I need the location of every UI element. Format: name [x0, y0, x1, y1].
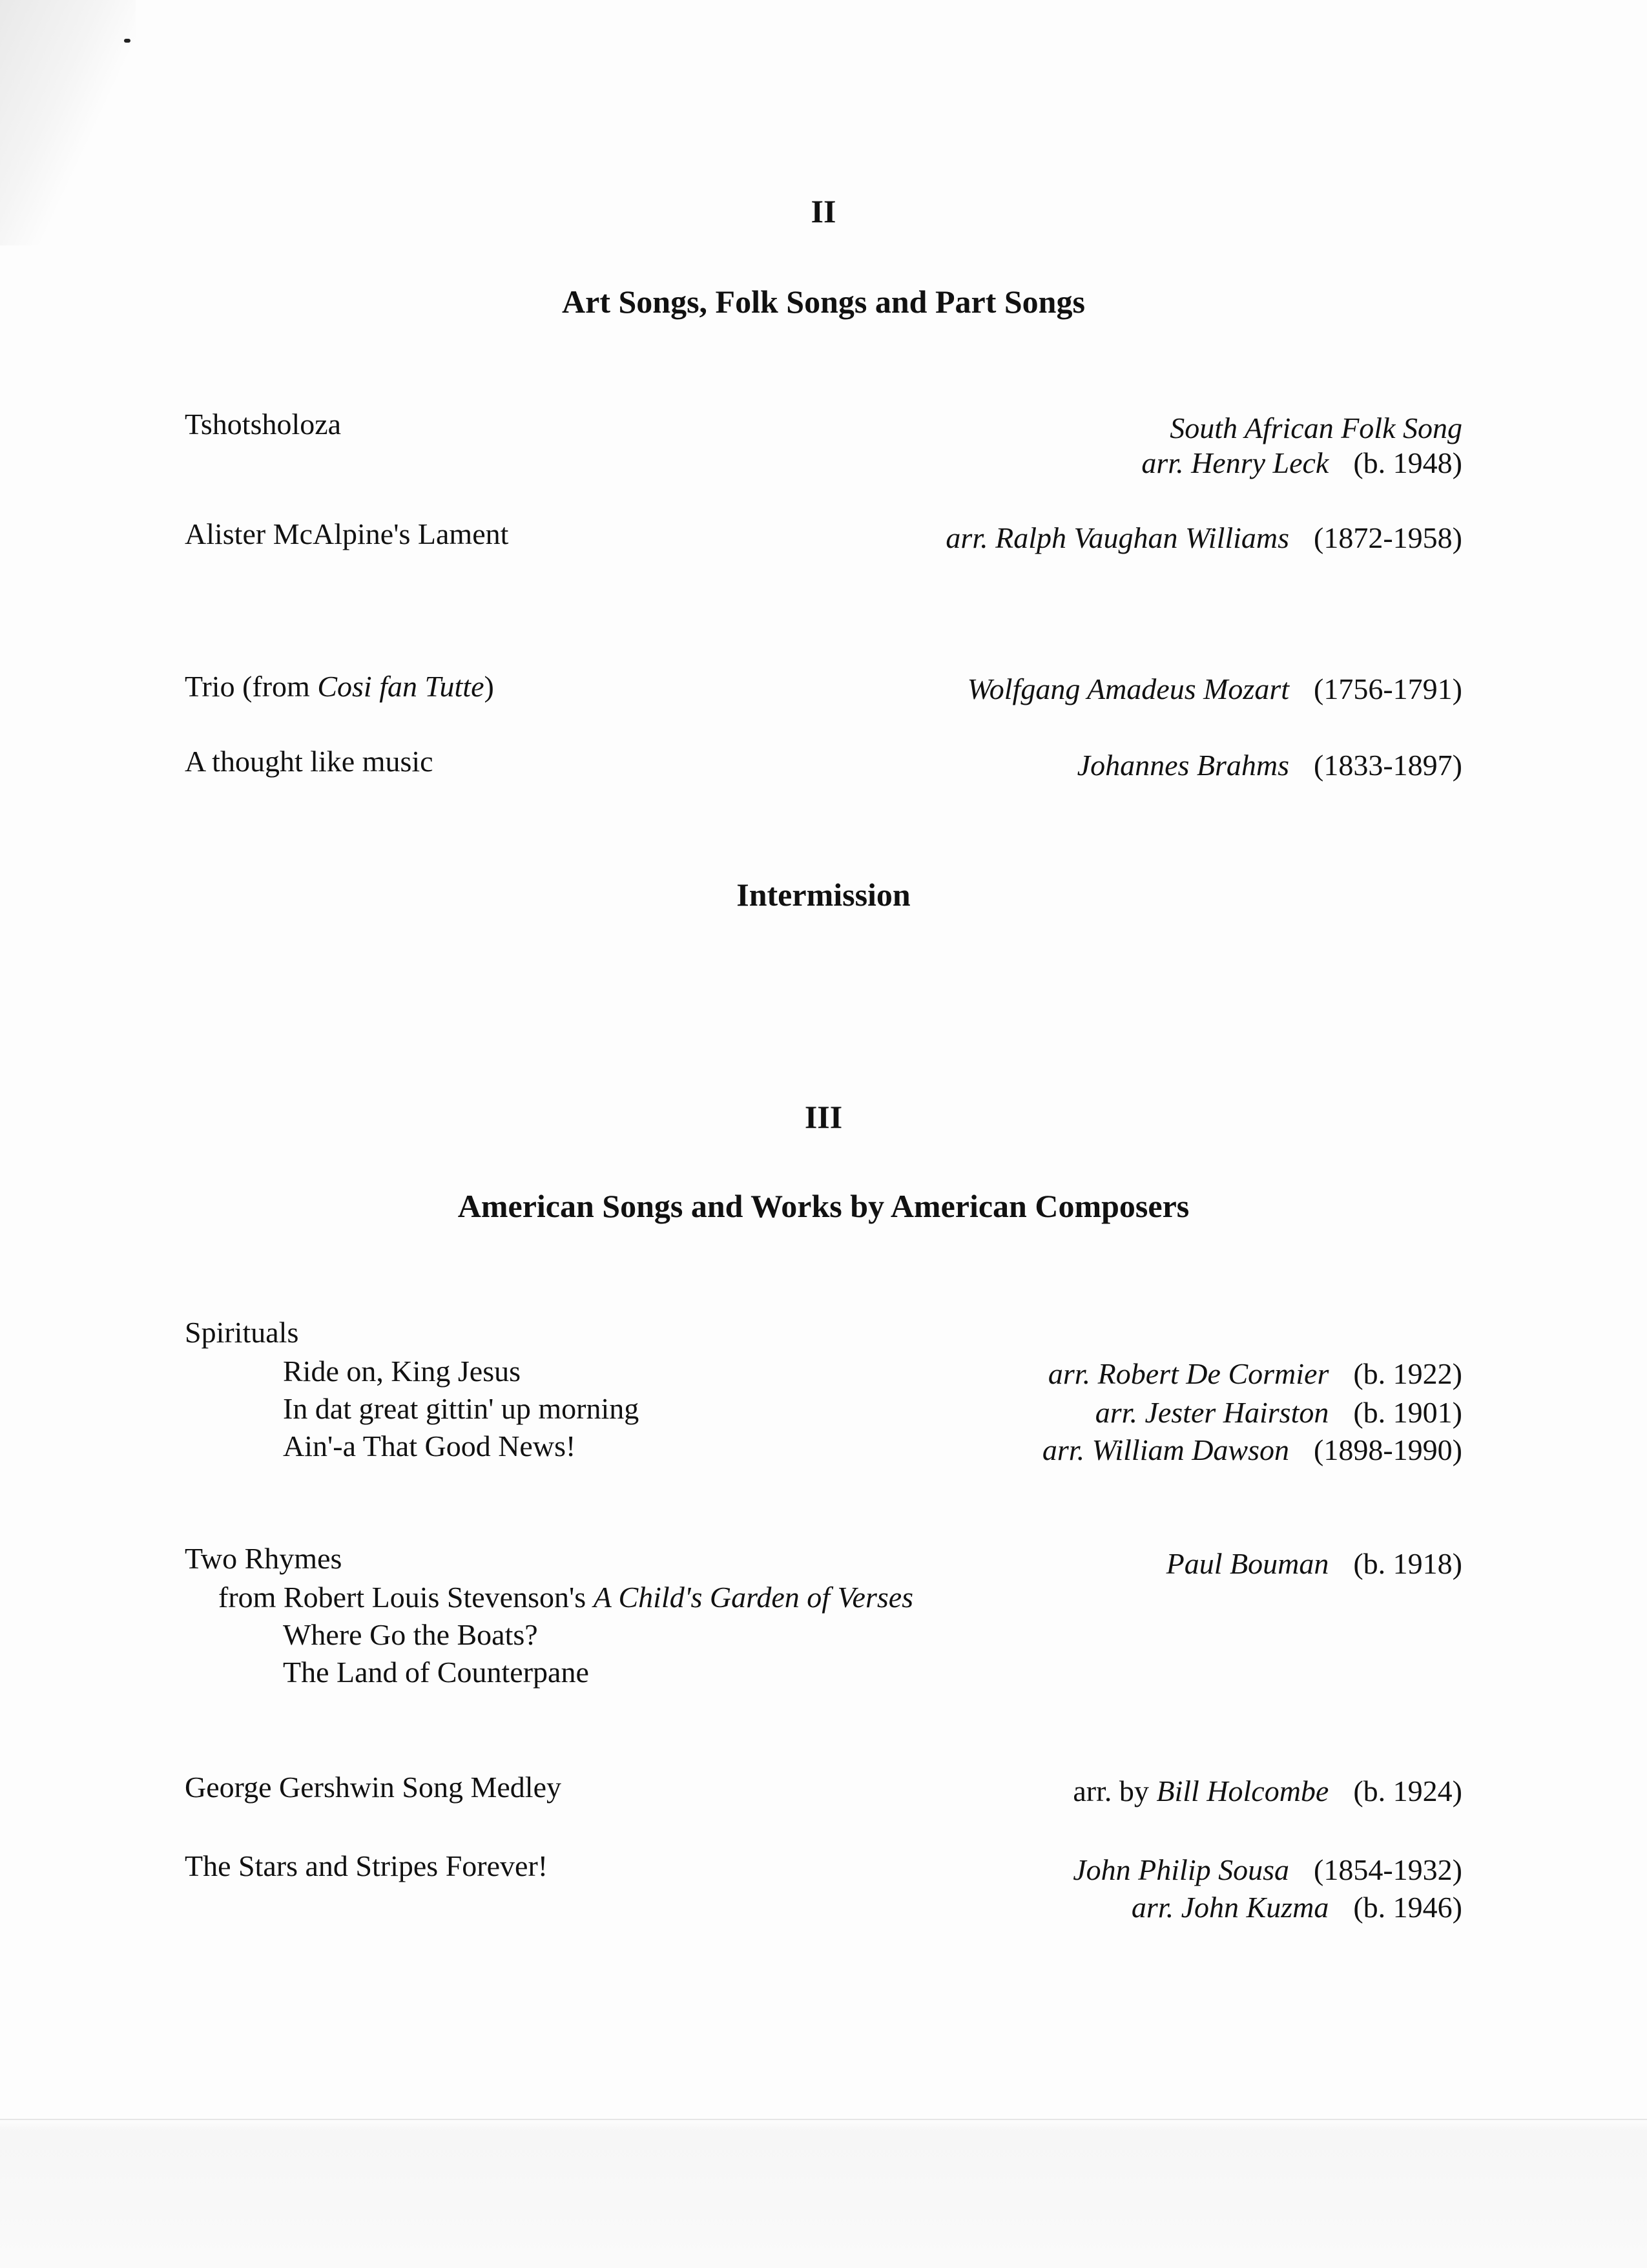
piece-dates: (1872-1958) [1314, 521, 1462, 554]
section-2-numeral: II [811, 193, 836, 229]
piece-title: Alister McAlpine's Lament [185, 517, 509, 550]
piece-credit-line [1077, 748, 1462, 782]
intermission-heading: Intermission [736, 877, 911, 913]
piece-dates: (b. 1918) [1353, 1547, 1462, 1580]
piece-title [185, 669, 494, 703]
piece-arranger: arr. Henry Leck [1141, 446, 1329, 479]
piece-credit-line [1048, 1357, 1462, 1391]
piece-credit-line [1042, 1433, 1462, 1467]
piece-dates: (b. 1922) [1353, 1357, 1462, 1390]
piece-dates: (b. 1948) [1353, 446, 1462, 479]
section-2-title: Art Songs, Folk Songs and Part Songs [562, 284, 1085, 320]
piece-title-text: ) [484, 670, 494, 703]
piece-credit-line [1132, 1890, 1462, 1924]
piece-composer: Paul Bouman [1166, 1547, 1329, 1580]
piece-composer: Johannes Brahms [1077, 749, 1290, 782]
piece-arranger: arr. Jester Hairston [1095, 1396, 1329, 1429]
rhyme-title: Where Go the Boats? [283, 1618, 538, 1651]
piece-composer: John Philip Sousa [1073, 1853, 1290, 1886]
piece-credit-line [1166, 1546, 1462, 1581]
rhymes-source [218, 1580, 913, 1614]
piece-composer: Wolfgang Amadeus Mozart [967, 672, 1290, 705]
piece-title: A thought like music [185, 745, 433, 778]
piece-dates: (b. 1946) [1353, 1891, 1462, 1924]
piece-dates: (1898-1990) [1314, 1433, 1462, 1466]
scan-bottom-edge [0, 2119, 1647, 2268]
rhymes-source-text: from Robert Louis Stevenson's [218, 1581, 594, 1614]
piece-dates: (b. 1901) [1353, 1396, 1462, 1429]
scan-speck [124, 39, 130, 43]
piece-title-opera: Cosi fan Tutte [317, 670, 484, 703]
piece-dates: (1833-1897) [1314, 749, 1462, 782]
piece-dates: (1756-1791) [1314, 672, 1462, 705]
piece-credit-prefix: arr. by [1073, 1774, 1157, 1807]
piece-arranger: arr. John Kuzma [1131, 1891, 1329, 1924]
spiritual-title: In dat great gittin' up morning [283, 1392, 639, 1425]
piece-credit-line [1141, 446, 1462, 480]
piece-dates: (b. 1924) [1353, 1774, 1462, 1807]
piece-arranger: arr. Robert De Cormier [1048, 1357, 1329, 1390]
piece-title: The Stars and Stripes Forever! [185, 1849, 548, 1882]
section-3-title: American Songs and Works by American Composers [457, 1188, 1190, 1224]
spiritual-title: Ain'-a That Good News! [283, 1430, 576, 1462]
rhymes-heading: Two Rhymes [185, 1542, 342, 1575]
piece-credit-line [1095, 1395, 1462, 1430]
piece-dates: (1854-1932) [1314, 1853, 1462, 1886]
piece-composer: arr. Ralph Vaughan Williams [946, 521, 1290, 554]
section-3-numeral: III [804, 1099, 843, 1135]
piece-arranger: arr. William Dawson [1042, 1433, 1290, 1466]
spiritual-title: Ride on, King Jesus [283, 1355, 521, 1388]
piece-credit: South African Folk Song [1170, 411, 1462, 444]
piece-credit-line [968, 672, 1462, 706]
piece-arranger: Bill Holcombe [1156, 1774, 1329, 1807]
piece-credit-line [1073, 1774, 1462, 1808]
piece-credit-line [1073, 1853, 1462, 1887]
spirituals-heading: Spirituals [185, 1316, 299, 1349]
rhyme-title: The Land of Counterpane [283, 1656, 589, 1689]
piece-title-text: Trio (from [185, 670, 318, 703]
piece-title: George Gershwin Song Medley [185, 1771, 561, 1804]
piece-credit-line [946, 521, 1462, 555]
rhymes-source-book: A Child's Garden of Verses [593, 1581, 914, 1614]
piece-title: Tshotsholoza [185, 408, 342, 441]
